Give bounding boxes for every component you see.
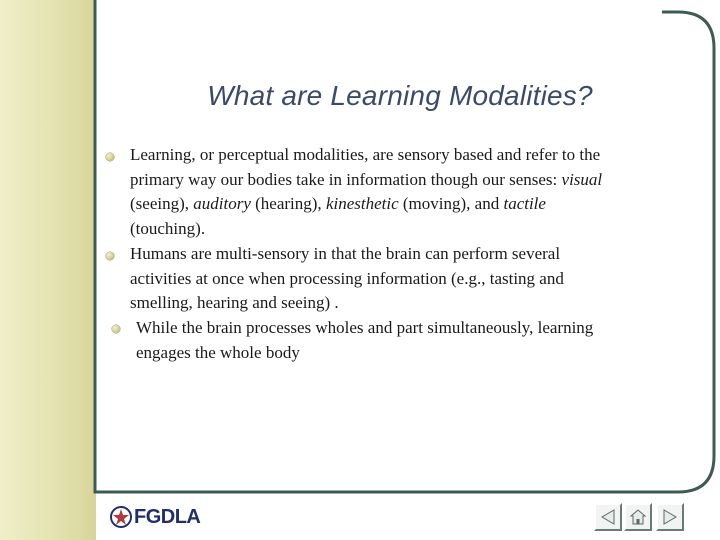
triangle-left-icon [599, 508, 617, 526]
text-run: (moving), and [398, 194, 504, 213]
emphasized-term: kinesthetic [325, 194, 399, 213]
text-run: (seeing), [130, 194, 194, 213]
bullet-line [130, 143, 700, 168]
emphasized-term: visual [561, 169, 603, 189]
text-run: Learning, or perceptual modalities, are sensory based and refer to the [130, 145, 601, 164]
previous-slide-button[interactable] [594, 503, 622, 531]
triangle-right-icon [661, 508, 679, 526]
seal-icon [110, 506, 132, 528]
text-run: primary way our bodies take in information though our senses: [130, 169, 562, 189]
text-run: (hearing), [250, 194, 326, 213]
text-run: activities at once when processing information (e.g., tasting and [130, 268, 564, 288]
bullet-line [130, 291, 700, 316]
slide-title: What are Learning Modalities? [207, 80, 593, 111]
next-slide-button[interactable] [656, 503, 684, 531]
fgdla-logo [110, 504, 210, 530]
bullet-marker-2 [106, 252, 114, 260]
bullet-item-1 [130, 143, 700, 241]
bullet-item-2 [130, 242, 700, 316]
bullet-marker-3 [112, 325, 120, 333]
text-run: While the brain processes wholes and part simultaneously, learning [136, 318, 594, 337]
emphasized-term: auditory [193, 194, 251, 213]
bullet-marker-1 [106, 153, 114, 161]
home-icon [629, 508, 647, 526]
bullet-line [130, 267, 700, 292]
bullet-line [136, 341, 700, 366]
bullet-line [130, 192, 700, 217]
text-run: Humans are multi-sensory in that the brain can perform several [130, 244, 561, 263]
bullet-line [136, 316, 700, 341]
text-run: (touching). [130, 218, 206, 238]
bullet-line [130, 242, 700, 267]
text-run: smelling, hearing and seeing) . [130, 293, 339, 312]
bullet-line [130, 217, 700, 242]
bullet-item-3 [136, 316, 700, 365]
logo-wordmark: FGDLA [134, 505, 201, 528]
emphasized-term: tactile [503, 194, 546, 213]
text-run: engages the whole body [136, 342, 300, 362]
bullet-line [130, 168, 700, 193]
home-button[interactable] [624, 503, 652, 531]
